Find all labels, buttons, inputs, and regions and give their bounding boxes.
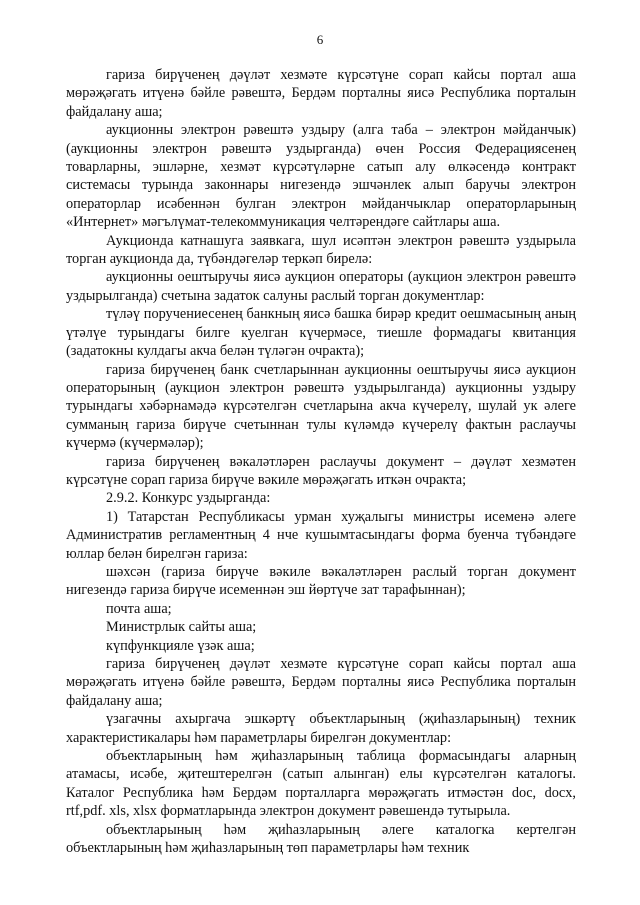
section-heading: 2.9.2. Конкурс уздырганда: — [106, 490, 271, 507]
paragraph: үзагачны ахыргача эшкәртү объектларының (җиһазларының) техник характеристикалары һәм параметрлары бирелгән документлар: — [66, 711, 576, 746]
paragraph: гариза бирүченең банк счетларыннан аукционны оештыручы яисә аукцион операторының (аукцион электрон рәвештә уздырылганда) аукционны уздыру турындагы хәбәрнамәдә күрсәтелгән счетларына акча күчерелү, шулай ук әлеге сумманың гариза бирүче счетыннан тулы күләмдә күчерелү фактын раслаучы күчермә (күчермәләр); — [66, 361, 576, 452]
paragraph: гариза бирүченең дәүләт хезмәте күрсәтүне сорап кайсы портал аша мөрәҗәгать итүенә бәйле рәвештә, Бердәм порталны яисә Республика порталын файдалану аша; — [66, 67, 576, 120]
paragraph: аукционны оештыручы яисә аукцион операторы (аукцион электрон рәвештә уздырылганда) счетына задаток салуны раслый торган документлар: — [66, 269, 576, 304]
paragraph: гариза бирүченең дәүләт хезмәте күрсәтүне сорап кайсы портал аша мөрәҗәгать итүенә бәйле рәвештә, Бердәм порталны яисә Республика порталын файдалану аша; — [66, 656, 576, 709]
paragraph: аукционны электрон рәвештә уздыру (алга таба – электрон мәйданчык) (аукционны электрон рәвештә уздырганда) өчен Россия Федерациясенең товарларны, эшләрне, хезмәт күрсәтүләрне сатып алу өлкәсендә контракт системасы турында законнары нигезендә эшчәнлек алып баручы электрон операторлар исәбеннән булган электрон мәйданчыклар операторларының «Интернет» мәгълүмат-телекоммуникация челтәрендәге сайтлары аша. — [66, 122, 576, 231]
page-number: 6 — [316, 32, 324, 47]
paragraph: объектларының һәм җиһазларының таблица формасындагы аларның атамасы, исәбе, җитештерелгән (сатып алынган) елы күрсәтелгән каталогы. Каталог Республика һәм Бердәм порталларга мөрәҗәгать итмәстән doc, docx, rtf,pdf. xls, xlsx форматларында электрон документ рәвешендә тутырыла. — [66, 748, 576, 820]
list-item: почта аша; — [106, 600, 172, 617]
paragraph: түләү поручениесенең банкның яисә башка бирәр кредит оешмасының аның үтәлүе турындагы билге куелган күчермәсе, тиешле формадагы квитанция (задатокны кулдагы акча белән түләгән очракта); — [66, 306, 576, 360]
paragraph: 1) Татарстан Республикасы урман хуҗалыгы министры исеменә әлеге Административ регламентның 4 нче кушымтасындагы форма буенча түбәндәге юллар белән бирелгән гариза: — [66, 508, 576, 562]
paragraph: гариза бирүченең вәкаләтләрен раслаучы документ – дәүләт хезмәтен күрсәтүне сорап гариза бирүче вәкиле мөрәҗәгать иткән очракта; — [66, 453, 576, 488]
paragraph: Аукционда катнашуга заявкага, шул исәптән электрон рәвештә уздырыла торган аукционда да, түбәндәгеләр теркәп бирелә: — [66, 232, 576, 268]
list-item: күпфункцияле үзәк аша; — [106, 637, 255, 654]
paragraph: объектларының һәм җиһазларының әлеге каталогка кертелгән объектларының һәм җиһазларының төп параметрлары һәм техник — [66, 821, 576, 857]
body-text — [66, 66, 576, 857]
paragraph: шәхсән (гариза бирүче вәкиле вәкаләтләрен раслый торган документ нигезендә гариза бирүче исеменнән эш йөртүче зат тарафыннан); — [66, 563, 576, 599]
list-item: Министрлык сайты аша; — [106, 619, 257, 636]
